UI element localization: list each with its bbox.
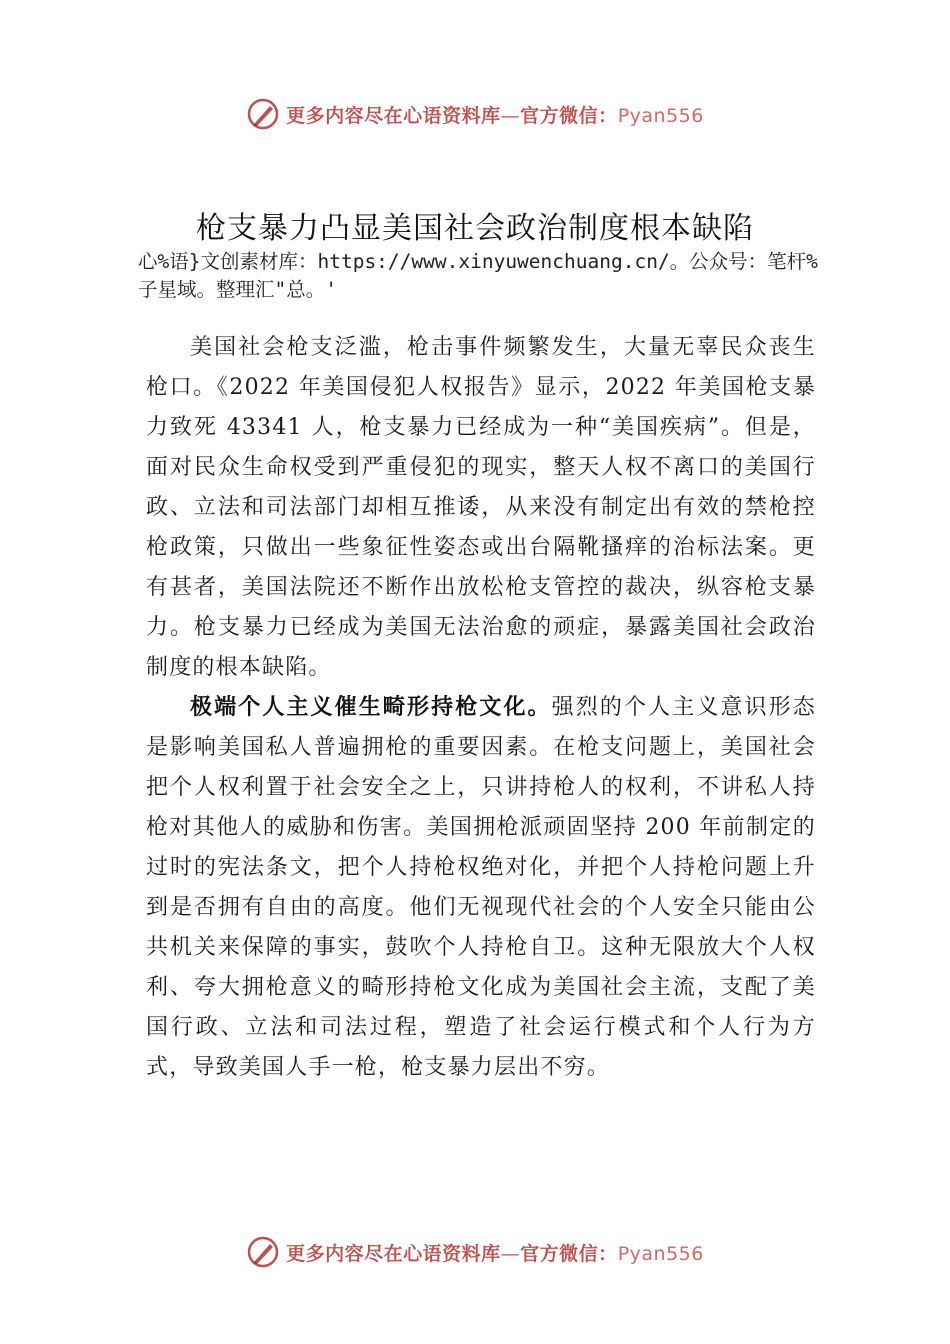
article-body — [146, 328, 816, 1088]
header-banner — [0, 94, 950, 134]
banner-wechat-id: Pyan556 — [617, 104, 704, 127]
paragraph-1 — [146, 328, 816, 688]
paragraph-lead: 极端个人主义催生畸形持枪文化。 — [190, 695, 552, 720]
paragraph-text: 强烈的个人主义意识形态是影响美国私人普遍拥枪的重要因素。在枪支问题上，美国社会把个人权利置于社会安全之上，只讲持枪人的权利，不讲私人持枪对其他人的威胁和伤害。美国拥枪派顽固坚持 200 年前制定的过时的宪法条文，把个人持枪权绝对化，并把个人持枪问题上升到是否拥有自由的高度。他们无视现代社会的个人安全只能由公共机关来保障的事实，鼓吹个人持枪自卫。这种无限放大个人权利、夸大拥枪意义的畸形持枪文化成为美国社会主流，支配了美国行政、立法和司法过程，塑造了社会运行模式和个人行为方式，导致美国人手一枪，枪支暴力层出不穷。 — [146, 695, 816, 1080]
paragraph-2 — [146, 688, 816, 1088]
banner-wechat-label: 官方微信： — [520, 104, 618, 127]
banner-wechat-id: Pyan556 — [617, 1242, 704, 1265]
banner-separator: — — [500, 104, 521, 127]
banner-slogan: 更多内容尽在心语资料库 — [286, 1242, 501, 1265]
pen-logo-icon — [246, 97, 280, 131]
banner-slogan: 更多内容尽在心语资料库 — [286, 104, 501, 127]
banner-text — [286, 101, 704, 128]
banner-text — [286, 1239, 704, 1266]
source-note: 心%语}文创素材库：https://www.xinyuwenchuang.cn/。公众号：笔杆%子星域。整理汇"总。' — [138, 250, 818, 301]
footer-banner — [0, 1232, 950, 1272]
banner-wechat-label: 官方微信： — [520, 1242, 618, 1265]
pen-logo-icon — [246, 1235, 280, 1269]
document-title: 枪支暴力凸显美国社会政治制度根本缺陷 — [196, 211, 754, 246]
banner-separator: — — [500, 1242, 521, 1265]
paragraph-text: 美国社会枪支泛滥，枪击事件频繁发生，大量无辜民众丧生枪口。《2022 年美国侵犯人权报告》显示，2022 年美国枪支暴力致死 43341 人，枪支暴力已经成为一种“美国疾病”。但是，面对民众生命权受到严重侵犯的现实，整天人权不离口的美国行政、立法和司法部门却相互推诿，从来没有制定出有效的禁枪控枪政策，只做出一些象征性姿态或出台隔靴搔痒的治标法案。更有甚者，美国法院还不断作出放松枪支管控的裁决，纵容枪支暴力。枪支暴力已经成为美国无法治愈的顽症，暴露美国社会政治制度的根本缺陷。 — [146, 335, 816, 680]
